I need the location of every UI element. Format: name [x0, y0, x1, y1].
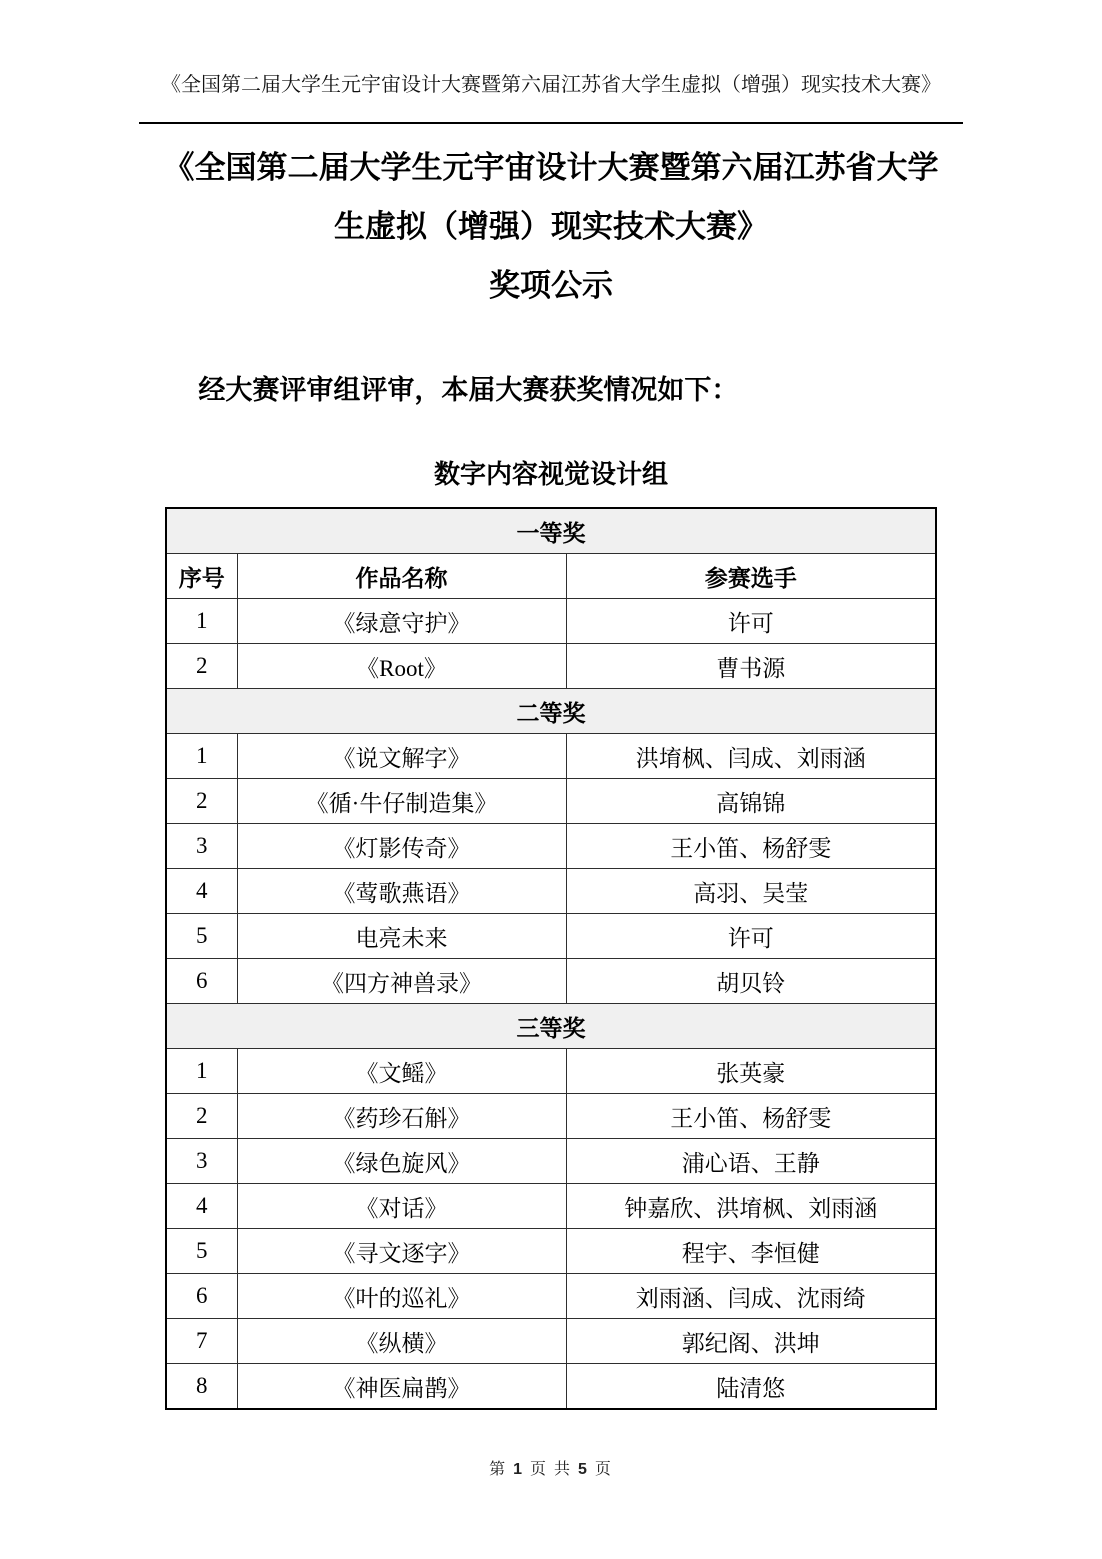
table-row — [166, 1364, 936, 1410]
row-index-cell: 1 — [166, 599, 237, 644]
contestants-cell: 陆清悠 — [566, 1364, 936, 1410]
table-row — [166, 914, 936, 959]
award-band-row — [166, 1004, 936, 1049]
work-title-cell: 《绿意守护》 — [237, 599, 566, 644]
row-index-cell: 4 — [166, 1184, 237, 1229]
table-row — [166, 734, 936, 779]
footer-label-total: 共 — [554, 1461, 573, 1478]
work-title-cell: 《灯影传奇》 — [237, 824, 566, 869]
row-index-cell: 1 — [166, 734, 237, 779]
row-index-cell: 5 — [166, 1229, 237, 1274]
title-line-3: 奖项公示 — [489, 268, 613, 303]
contestants-cell: 程宇、李恒健 — [566, 1229, 936, 1274]
work-title-cell: 《文鳐》 — [237, 1049, 566, 1094]
row-index-cell: 2 — [166, 1094, 237, 1139]
section-title: 数字内容视觉设计组 — [433, 460, 668, 489]
work-title-cell: 《寻文逐字》 — [237, 1229, 566, 1274]
row-index-cell: 7 — [166, 1319, 237, 1364]
column-header-row — [166, 554, 936, 599]
footer-label-prefix: 第 — [489, 1461, 508, 1478]
contestants-cell: 高锦锦 — [566, 779, 936, 824]
table-row — [166, 644, 936, 689]
contestants-cell: 洪堉枫、闫成、刘雨涵 — [566, 734, 936, 779]
work-title-cell: 《说文解字》 — [237, 734, 566, 779]
contestants-cell: 王小笛、杨舒雯 — [566, 1094, 936, 1139]
contestants-cell: 王小笛、杨舒雯 — [566, 824, 936, 869]
work-title-cell: 《纵横》 — [237, 1319, 566, 1364]
table-row — [166, 1229, 936, 1274]
column-header-0: 序号 — [166, 554, 237, 599]
table-row — [166, 1139, 936, 1184]
row-index-cell: 2 — [166, 644, 237, 689]
table-row — [166, 869, 936, 914]
contestants-cell: 曹书源 — [566, 644, 936, 689]
column-header-1: 作品名称 — [237, 554, 566, 599]
row-index-cell: 6 — [166, 959, 237, 1004]
footer-label-suffix: 页 — [594, 1461, 613, 1478]
row-index-cell: 6 — [166, 1274, 237, 1319]
row-index-cell: 3 — [166, 824, 237, 869]
award-band-label: 二等奖 — [166, 689, 936, 734]
row-index-cell: 3 — [166, 1139, 237, 1184]
work-title-cell: 《莺歌燕语》 — [237, 869, 566, 914]
table-row — [166, 1274, 936, 1319]
contestants-cell: 郭纪阁、洪坤 — [566, 1319, 936, 1364]
row-index-cell: 1 — [166, 1049, 237, 1094]
table-row — [166, 779, 936, 824]
running-header — [139, 70, 963, 124]
page-footer — [139, 1456, 963, 1479]
work-title-cell: 《Root》 — [237, 644, 566, 689]
document-title — [139, 138, 963, 315]
running-header-text: 《全国第二届大学生元宇宙设计大赛暨第六届江苏省大学生虚拟（增强）现实技术大赛》 — [161, 74, 941, 96]
row-index-cell: 4 — [166, 869, 237, 914]
column-header-2: 参赛选手 — [566, 554, 936, 599]
table-row — [166, 1184, 936, 1229]
award-band-label: 一等奖 — [166, 508, 936, 554]
footer-label-page: 页 — [529, 1461, 548, 1478]
table-row — [166, 1319, 936, 1364]
work-title-cell: 电亮未来 — [237, 914, 566, 959]
contestants-cell: 许可 — [566, 599, 936, 644]
table-row — [166, 959, 936, 1004]
footer-total-pages: 5 — [578, 1461, 589, 1478]
contestants-cell: 胡贝铃 — [566, 959, 936, 1004]
work-title-cell: 《神医扁鹊》 — [237, 1364, 566, 1410]
footer-current-page: 1 — [513, 1461, 524, 1478]
work-title-cell: 《药珍石斛》 — [237, 1094, 566, 1139]
intro-paragraph: 经大赛评审组评审，本届大赛获奖情况如下： — [198, 375, 739, 405]
table-row — [166, 599, 936, 644]
work-title-cell: 《绿色旋风》 — [237, 1139, 566, 1184]
awards-table — [165, 507, 937, 1410]
contestants-cell: 高羽、吴莹 — [566, 869, 936, 914]
work-title-cell: 《叶的巡礼》 — [237, 1274, 566, 1319]
table-row — [166, 1049, 936, 1094]
work-title-cell: 《循·牛仔制造集》 — [237, 779, 566, 824]
award-band-row — [166, 508, 936, 554]
awards-table-body — [166, 508, 936, 1409]
contestants-cell: 浦心语、王静 — [566, 1139, 936, 1184]
title-line-1: 《全国第二届大学生元宇宙设计大赛暨第六届江苏省大学 — [163, 150, 939, 185]
contestants-cell: 许可 — [566, 914, 936, 959]
work-title-cell: 《四方神兽录》 — [237, 959, 566, 1004]
table-row — [166, 1094, 936, 1139]
award-band-row — [166, 689, 936, 734]
table-row — [166, 824, 936, 869]
work-title-cell: 《对话》 — [237, 1184, 566, 1229]
row-index-cell: 5 — [166, 914, 237, 959]
row-index-cell: 8 — [166, 1364, 237, 1410]
award-band-label: 三等奖 — [166, 1004, 936, 1049]
contestants-cell: 张英豪 — [566, 1049, 936, 1094]
contestants-cell: 刘雨涵、闫成、沈雨绮 — [566, 1274, 936, 1319]
row-index-cell: 2 — [166, 779, 237, 824]
contestants-cell: 钟嘉欣、洪堉枫、刘雨涵 — [566, 1184, 936, 1229]
title-line-2: 生虚拟（增强）现实技术大赛》 — [334, 209, 768, 244]
